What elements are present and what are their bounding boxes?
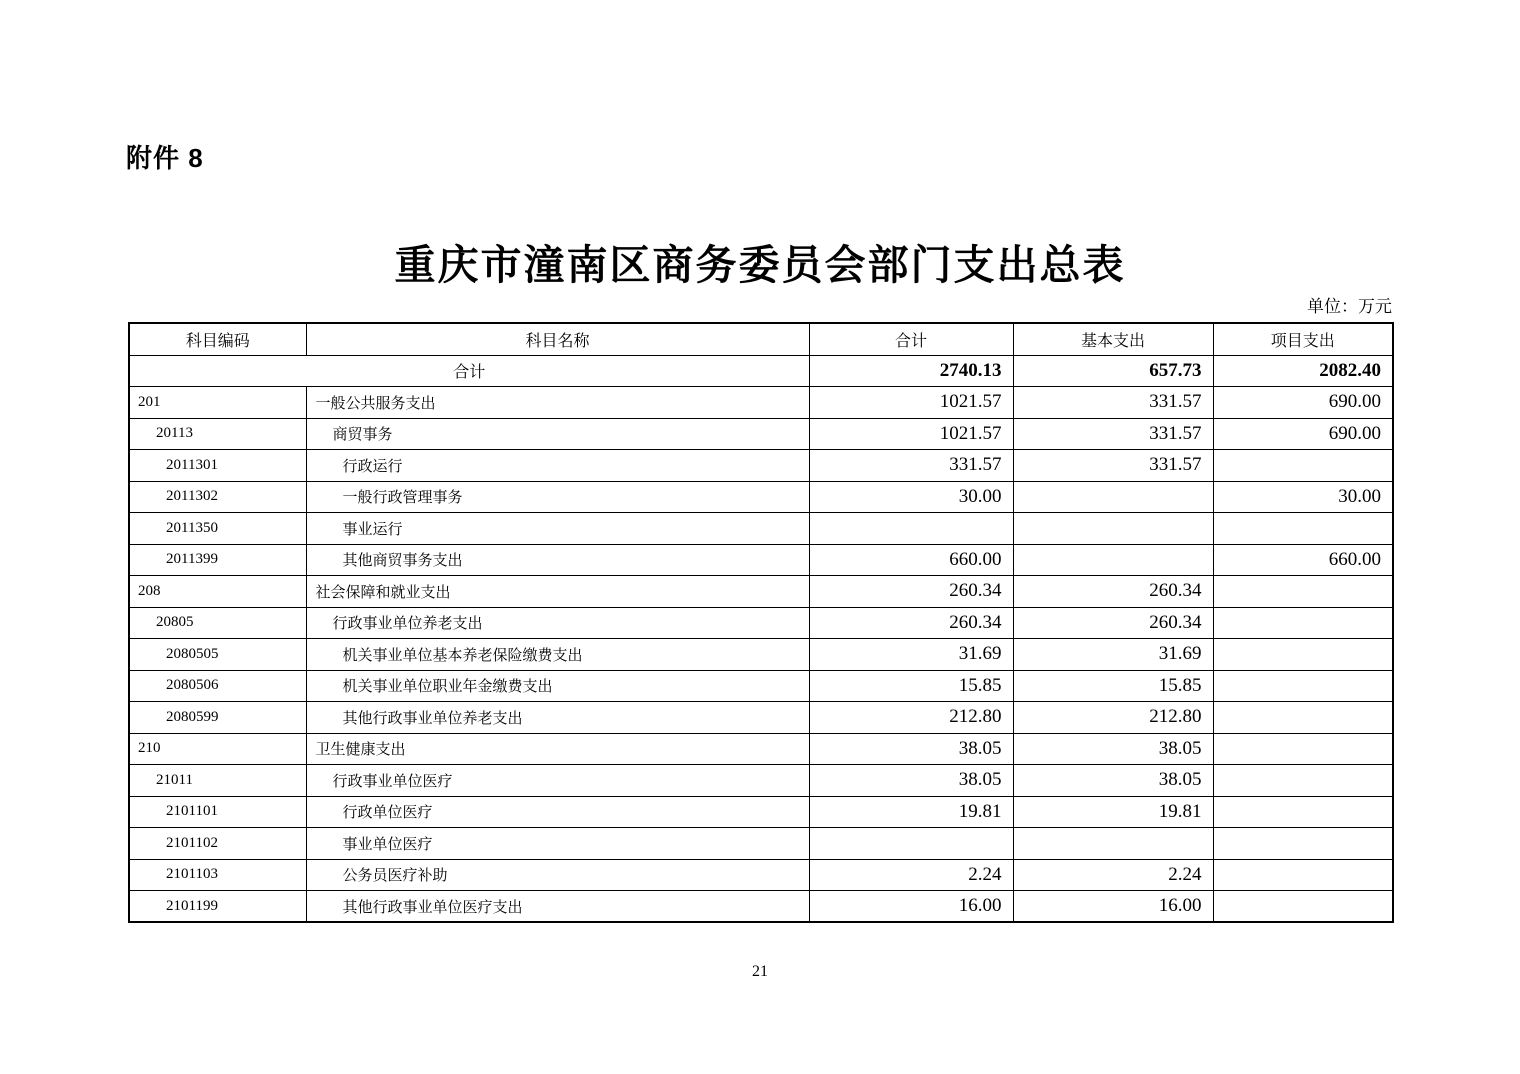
- code-cell: 2080505: [129, 639, 306, 671]
- name-cell: 事业运行: [306, 513, 809, 545]
- code-cell: 2011302: [129, 481, 306, 513]
- basic-cell: 15.85: [1013, 670, 1213, 702]
- column-header: 科目编码: [129, 323, 306, 355]
- project-cell: [1213, 828, 1393, 860]
- total-cell: 16.00: [809, 891, 1013, 923]
- name-cell: 其他商贸事务支出: [306, 544, 809, 576]
- basic-cell: 331.57: [1013, 387, 1213, 419]
- total-row: [129, 355, 1393, 387]
- basic-cell: [1013, 828, 1213, 860]
- name-cell: 行政运行: [306, 450, 809, 482]
- column-header: 基本支出: [1013, 323, 1213, 355]
- total-row-project: 2082.40: [1213, 355, 1393, 387]
- project-cell: [1213, 891, 1393, 923]
- unit-label: 单位：万元: [1307, 297, 1392, 316]
- total-cell: 19.81: [809, 796, 1013, 828]
- name-cell: 行政单位医疗: [306, 796, 809, 828]
- table-row: [129, 859, 1393, 891]
- name-cell: 行政事业单位医疗: [306, 765, 809, 797]
- basic-cell: 31.69: [1013, 639, 1213, 671]
- code-cell: 2080599: [129, 702, 306, 734]
- basic-cell: 19.81: [1013, 796, 1213, 828]
- basic-cell: 260.34: [1013, 607, 1213, 639]
- project-cell: [1213, 513, 1393, 545]
- name-cell: 行政事业单位养老支出: [306, 607, 809, 639]
- column-header: 项目支出: [1213, 323, 1393, 355]
- page-number: 21: [752, 963, 768, 980]
- code-cell: 2080506: [129, 670, 306, 702]
- header-row: [129, 323, 1393, 355]
- code-cell: 210: [129, 733, 306, 765]
- basic-cell: 212.80: [1013, 702, 1213, 734]
- basic-cell: 16.00: [1013, 891, 1213, 923]
- code-cell: 20113: [129, 418, 306, 450]
- project-cell: [1213, 796, 1393, 828]
- column-header: 科目名称: [306, 323, 809, 355]
- project-cell: [1213, 733, 1393, 765]
- total-cell: [809, 513, 1013, 545]
- project-cell: [1213, 859, 1393, 891]
- basic-cell: [1013, 481, 1213, 513]
- code-cell: 2011350: [129, 513, 306, 545]
- total-cell: 1021.57: [809, 418, 1013, 450]
- total-row-total: 2740.13: [809, 355, 1013, 387]
- table-row: [129, 733, 1393, 765]
- code-cell: 2101103: [129, 859, 306, 891]
- project-cell: 30.00: [1213, 481, 1393, 513]
- name-cell: 商贸事务: [306, 418, 809, 450]
- name-cell: 社会保障和就业支出: [306, 576, 809, 608]
- total-cell: 15.85: [809, 670, 1013, 702]
- total-cell: 38.05: [809, 733, 1013, 765]
- total-cell: 260.34: [809, 576, 1013, 608]
- table-row: [129, 670, 1393, 702]
- attachment-label: 附件 8: [126, 143, 204, 173]
- table-row: [129, 576, 1393, 608]
- code-cell: 201: [129, 387, 306, 419]
- project-cell: [1213, 639, 1393, 671]
- basic-cell: 38.05: [1013, 765, 1213, 797]
- expenditure-table: [128, 322, 1394, 923]
- project-cell: 690.00: [1213, 387, 1393, 419]
- basic-cell: [1013, 513, 1213, 545]
- table-row: [129, 639, 1393, 671]
- total-cell: 30.00: [809, 481, 1013, 513]
- project-cell: [1213, 702, 1393, 734]
- code-cell: 2011301: [129, 450, 306, 482]
- project-cell: [1213, 670, 1393, 702]
- name-cell: 机关事业单位基本养老保险缴费支出: [306, 639, 809, 671]
- code-cell: 208: [129, 576, 306, 608]
- project-cell: [1213, 450, 1393, 482]
- project-cell: [1213, 765, 1393, 797]
- page-title: 重庆市潼南区商务委员会部门支出总表: [394, 242, 1126, 288]
- basic-cell: 2.24: [1013, 859, 1213, 891]
- name-cell: 其他行政事业单位医疗支出: [306, 891, 809, 923]
- basic-cell: 38.05: [1013, 733, 1213, 765]
- total-cell: 212.80: [809, 702, 1013, 734]
- total-cell: 660.00: [809, 544, 1013, 576]
- name-cell: 一般公共服务支出: [306, 387, 809, 419]
- total-cell: 38.05: [809, 765, 1013, 797]
- table-row: [129, 796, 1393, 828]
- name-cell: 事业单位医疗: [306, 828, 809, 860]
- table-row: [129, 607, 1393, 639]
- project-cell: [1213, 576, 1393, 608]
- project-cell: [1213, 607, 1393, 639]
- basic-cell: [1013, 544, 1213, 576]
- table-header: [129, 323, 1393, 355]
- basic-cell: 260.34: [1013, 576, 1213, 608]
- total-cell: 1021.57: [809, 387, 1013, 419]
- name-cell: 机关事业单位职业年金缴费支出: [306, 670, 809, 702]
- table-row: [129, 828, 1393, 860]
- table-row: [129, 702, 1393, 734]
- code-cell: 2101199: [129, 891, 306, 923]
- table-row: [129, 481, 1393, 513]
- code-cell: 2101101: [129, 796, 306, 828]
- code-cell: 20805: [129, 607, 306, 639]
- total-cell: 331.57: [809, 450, 1013, 482]
- total-cell: 2.24: [809, 859, 1013, 891]
- total-cell: 260.34: [809, 607, 1013, 639]
- total-cell: 31.69: [809, 639, 1013, 671]
- total-row-basic: 657.73: [1013, 355, 1213, 387]
- total-row-label: 合计: [129, 355, 809, 387]
- name-cell: 其他行政事业单位养老支出: [306, 702, 809, 734]
- project-cell: 660.00: [1213, 544, 1393, 576]
- total-cell: [809, 828, 1013, 860]
- basic-cell: 331.57: [1013, 418, 1213, 450]
- table-row: [129, 544, 1393, 576]
- code-cell: 2101102: [129, 828, 306, 860]
- table-row: [129, 765, 1393, 797]
- column-header: 合计: [809, 323, 1013, 355]
- basic-cell: 331.57: [1013, 450, 1213, 482]
- code-cell: 2011399: [129, 544, 306, 576]
- name-cell: 公务员医疗补助: [306, 859, 809, 891]
- project-cell: 690.00: [1213, 418, 1393, 450]
- table-row: [129, 450, 1393, 482]
- table-row: [129, 418, 1393, 450]
- table-row: [129, 387, 1393, 419]
- table-row: [129, 513, 1393, 545]
- name-cell: 一般行政管理事务: [306, 481, 809, 513]
- table-row: [129, 891, 1393, 923]
- name-cell: 卫生健康支出: [306, 733, 809, 765]
- code-cell: 21011: [129, 765, 306, 797]
